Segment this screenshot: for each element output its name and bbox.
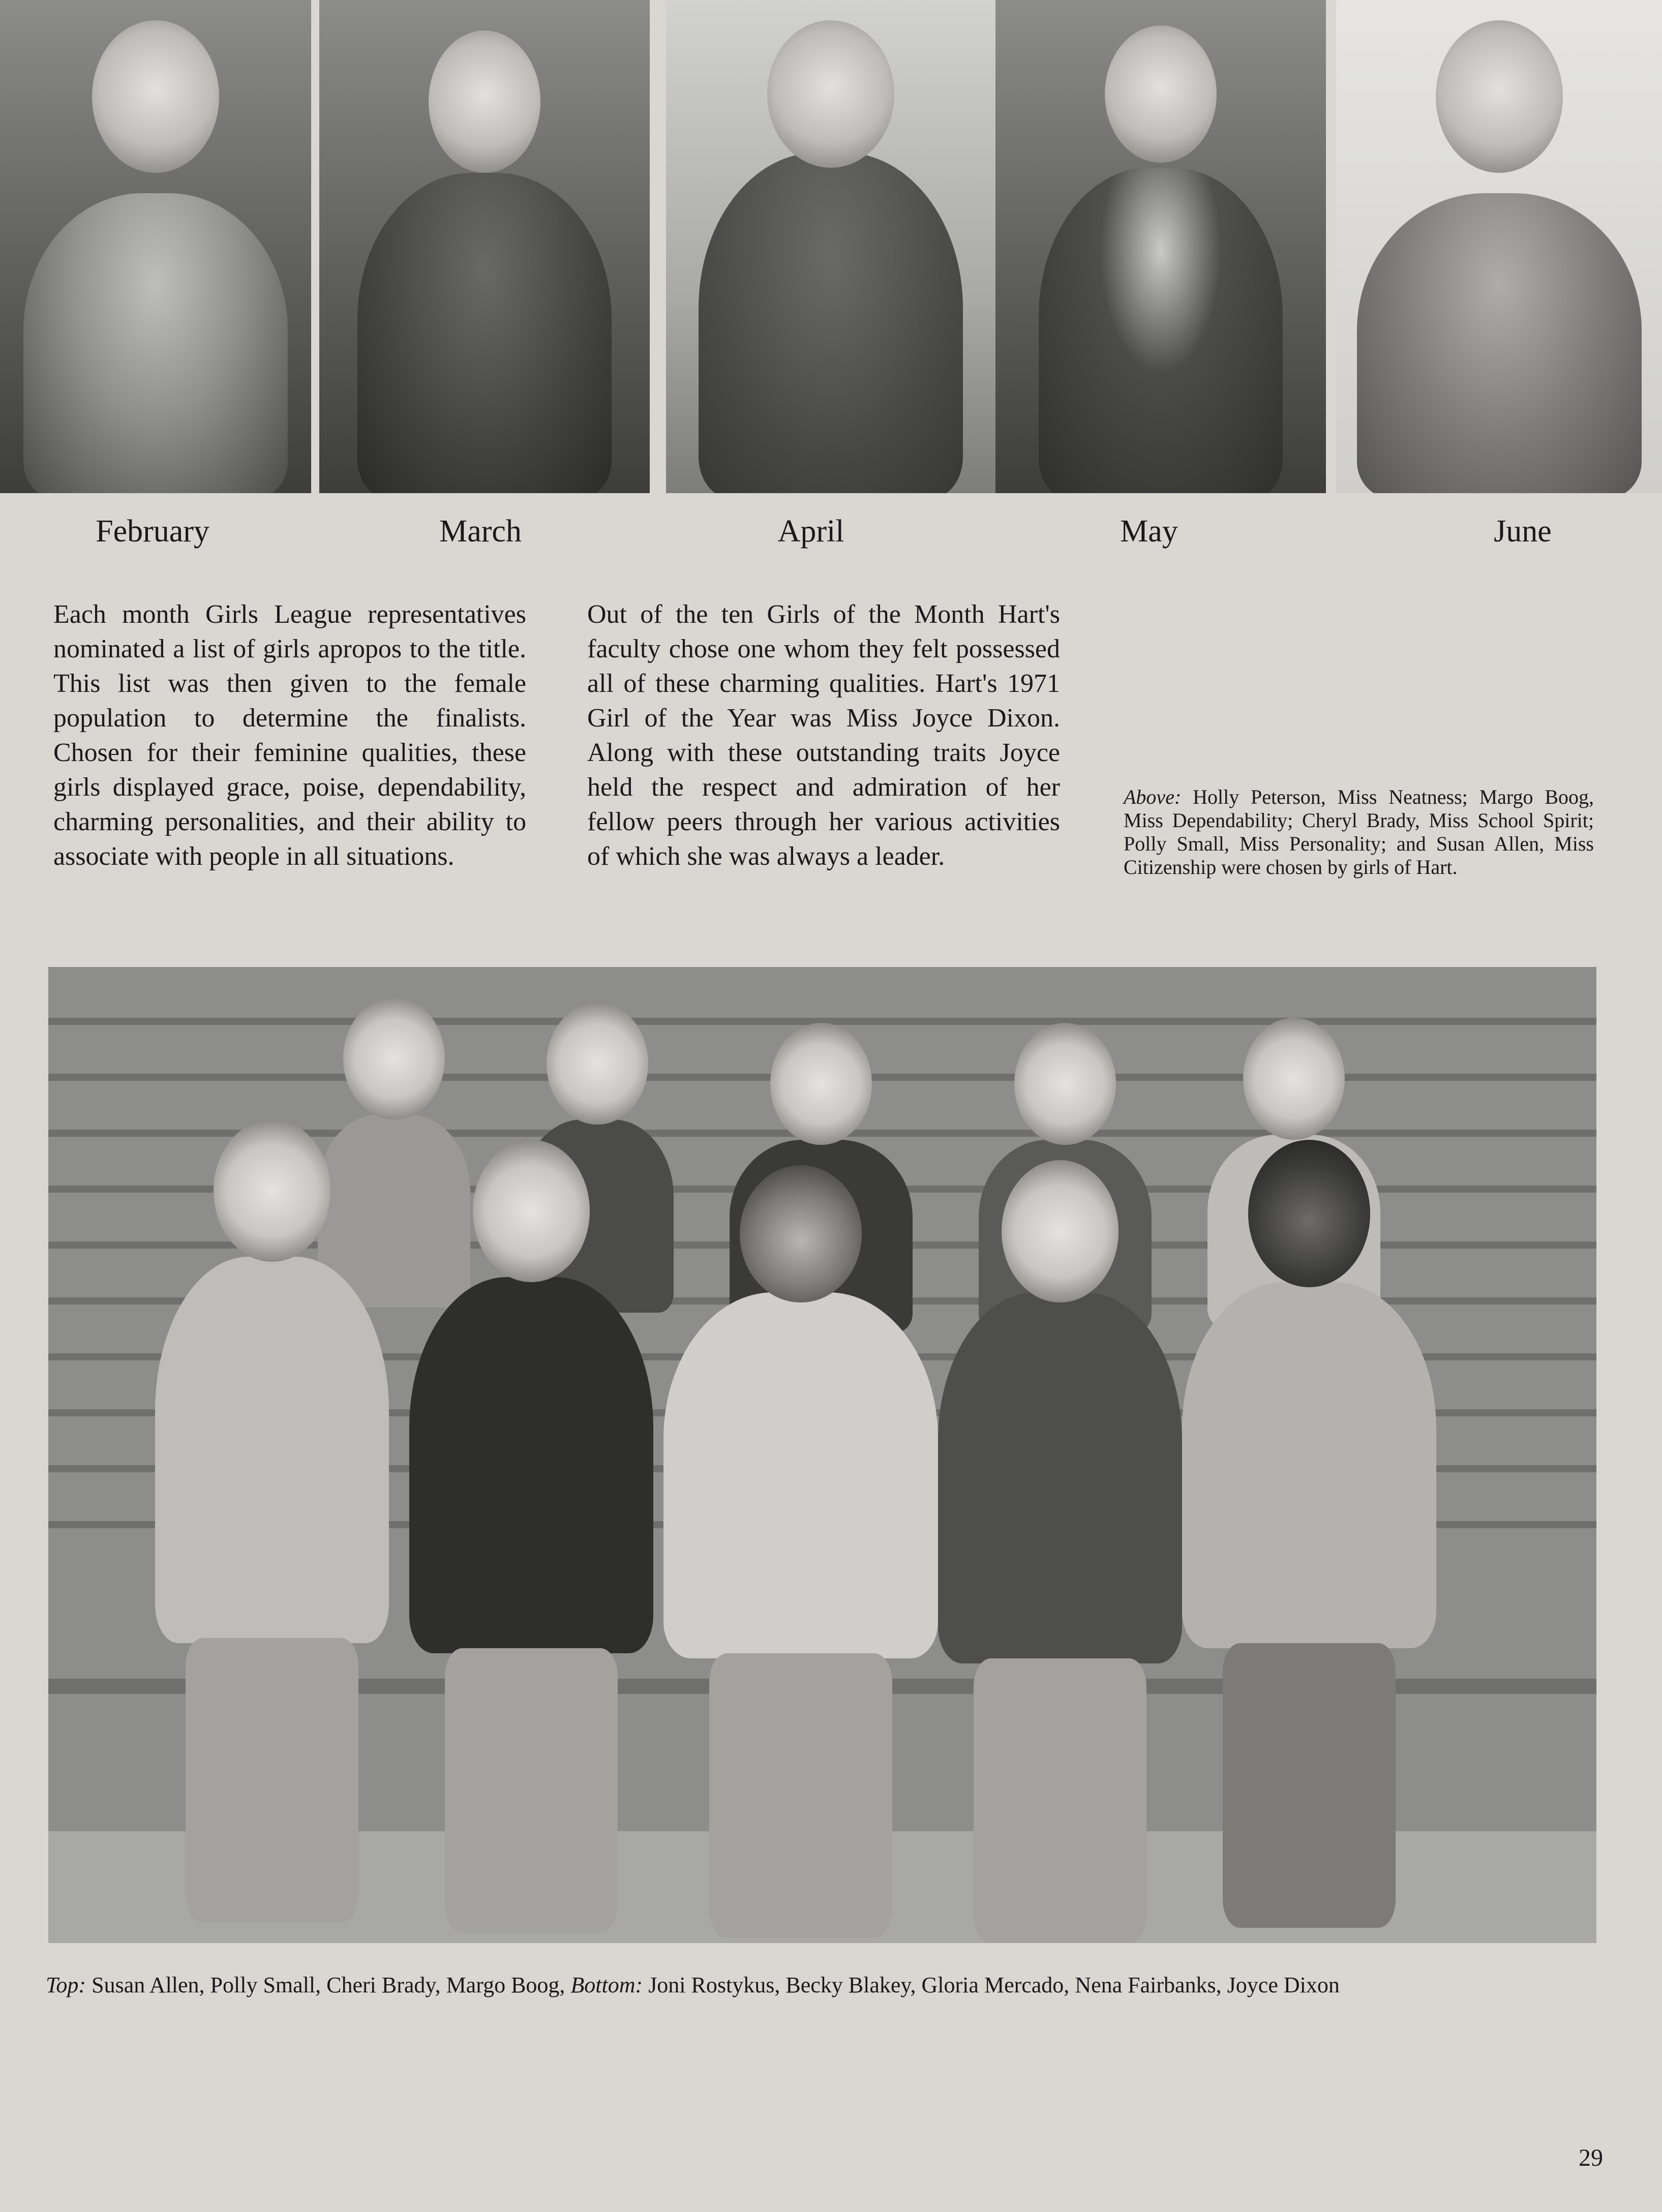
- portrait-june: [1336, 0, 1662, 493]
- person-bottom-3: [658, 1165, 943, 1933]
- group-caption-top-lead: Top:: [46, 1973, 86, 1997]
- month-label-april: April: [777, 514, 844, 549]
- portrait-march: [319, 0, 650, 493]
- group-caption: [46, 1970, 1601, 2001]
- portrait-may: [995, 0, 1326, 493]
- portrait-april: [666, 0, 995, 493]
- person-bottom-4: [933, 1160, 1187, 1933]
- month-label-february: February: [96, 514, 209, 549]
- portrait-february: [0, 0, 311, 493]
- intro-column-1: Each month Girls League representatives nominated a list of girls apropos to the title. This list was then given to the female population to determine the finalists. Chosen for their feminine qualities, these girls displayed grace, poise, dependability, charming personalities, and their ability to associate with people in all situations.: [53, 600, 526, 871]
- above-caption: [1124, 785, 1594, 879]
- month-label-march: March: [439, 514, 522, 549]
- month-label-june: June: [1494, 514, 1552, 549]
- person-bottom-1: [150, 1119, 394, 1933]
- above-caption-text: Holly Peterson, Miss Neatness; Margo Boog, Miss Dependability; Cheryl Brady, Miss School Spirit; Polly Small, Miss Personality; and Susan Allen, Miss Citizenship were chosen by girls of Hart.: [1124, 785, 1594, 878]
- group-caption-bottom-lead: Bottom:: [570, 1973, 643, 1997]
- month-label-may: May: [1120, 514, 1178, 549]
- above-caption-lead: Above:: [1124, 785, 1182, 808]
- group-caption-top-names: Susan Allen, Polly Small, Cheri Brady, Margo Boog,: [92, 1973, 565, 1997]
- group-caption-bottom-names: Joni Rostykus, Becky Blakey, Gloria Mercado, Nena Fairbanks, Joyce Dixon: [648, 1973, 1340, 1997]
- intro-column-2: Out of the ten Girls of the Month Hart's faculty chose one whom they felt possessed all of these charming qualities. Hart's 1971 Girl of the Year was Miss Joyce Dixon. Along with these outstanding traits Joyce held the respect and admiration of her fellow peers through her various activities of which she was always a leader.: [587, 600, 1060, 871]
- page-number: 29: [1579, 2144, 1603, 2171]
- person-bottom-2: [404, 1140, 658, 1933]
- person-bottom-5: [1177, 1140, 1441, 1933]
- group-photo: [48, 967, 1596, 1943]
